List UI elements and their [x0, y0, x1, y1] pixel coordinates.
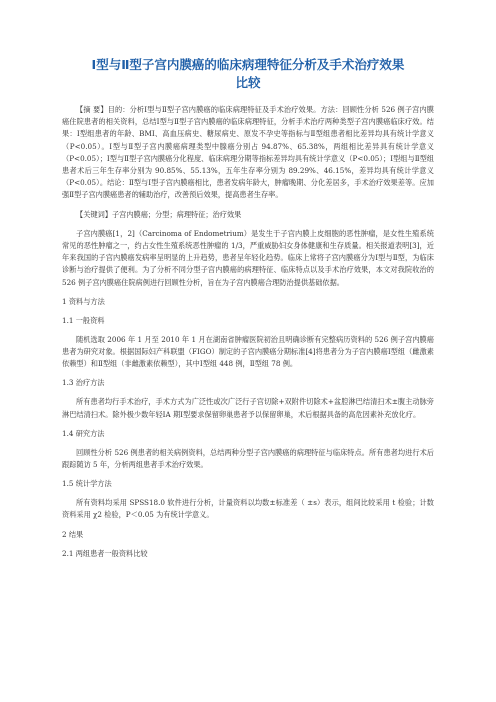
subsection-heading-treatment: 1.3 治疗方法	[62, 378, 105, 388]
subsection-heading-research-method: 1.4 研究方法	[62, 428, 105, 438]
title-line-2: 比较	[235, 75, 261, 90]
abstract-paragraph: 【摘 要】目的：分析Ⅰ型与Ⅱ型子宫内膜癌的临床病理特征及手术治疗效果。方法：回顾性分析 526 例子宫内膜癌住院患者的相关资料，总结Ⅰ型与Ⅱ型子宫内膜癌的临床病理特征，分析手术治疗两种类型子宫内膜癌临床疗效。结果：Ⅰ型组患者的年龄、BMI、高血压病史、糖尿病史、原发不孕史等指标与Ⅱ型组患者相比差异均具有统计学意义（P<0.05）。Ⅰ型与Ⅱ型子宫内膜癌病理类型中腺癌分别占 94.87%、65.38%，两组相比差异具有统计学意义（P<0.05）；Ⅰ型与Ⅱ型子宫内膜癌分化程度、临床病理分期等指标差异均具有统计学意义（P<0.05）；Ⅰ型组与Ⅱ型组患者术后三年生存率分别为 90.85%、55.13%，五年生存率分别为 89.29%、46.15%，差异均具有统计学意义（P<0.05）。结论：Ⅱ型与Ⅰ型子宫内膜癌相比，患者发病年龄大，肿瘤晚期、分化差居多，手术治疗效果差等。应加强Ⅱ型子宫内膜癌患者的辅助治疗，改善预后效果，提高患者生存率。	[62, 105, 434, 200]
subsection-heading-general-data: 1.1 一般资料	[62, 315, 105, 325]
section-heading-materials-methods: 1 资料与方法	[62, 296, 105, 306]
keywords-paragraph: 【关键词】子宫内膜癌；分型；病理特征；治疗效果	[76, 209, 242, 219]
title-line-1: Ⅰ型与Ⅱ型子宫内膜癌的临床病理特征分析及手术治疗效果	[91, 57, 405, 72]
subsection-heading-general-comparison: 2.1 两组患者一般资料比较	[62, 548, 148, 558]
paper-title	[62, 56, 434, 92]
subsection-heading-statistics: 1.5 统计学方法	[62, 479, 112, 489]
statistics-paragraph: 所有资料均采用 SPSS18.0 软件进行分析，计量资料以均数±标准差（ ±s）表示，组间比较采用 t 检验；计数资料采用 χ2 检验，P＜0.05 为有统计学意义。	[62, 498, 434, 520]
intro-paragraph: 子宫内膜癌[1，2]（Carcinoma of Endometrium）是发生于子宫内膜上皮细胞的恶性肿瘤，是女性生殖系统常见的恶性肿瘤之一，约占女性生殖系统恶性肿瘤的 1/3，严重威胁妇女身体健康和生存质量。相关报道表明[3]，近年来我国的子宫内膜癌发病率呈明显的上升趋势，患者呈年轻化趋势。临床上常将子宫内膜癌分为Ⅰ型与Ⅱ型，为临床诊断与治疗提供了便利。为了分析不同分型子宫内膜癌的病理特征、临床特点以及手术治疗效果，本文对我院收治的 526 例子宫内膜癌住院病例进行回顾性分析，旨在为子宫内膜癌合理防治提供基础依据。	[62, 228, 434, 287]
general-data-paragraph: 随机选取 2006 年 1 月至 2010 年 1 月在湖南省肿瘤医院初治且明确诊断有完整病历资料的 526 例子宫内膜癌患者为研究对象。根据国际妇产科联盟（FIGO）制定的子宫内膜癌分期标准[4]将患者分为子宫内膜癌Ⅰ型组（雌激素依赖型）和Ⅱ型组（非雌激素依赖型），其中Ⅰ型组 448 例，Ⅱ型组 78 例。	[62, 334, 434, 369]
research-method-paragraph: 回顾性分析 526 例患者的相关病例资料，总结两种分型子宫内膜癌的病理特征与临床特点。所有患者均进行术后跟踪随访 5 年，分析两组患者手术治疗效果。	[62, 447, 434, 470]
section-heading-results: 2 结果	[62, 529, 84, 539]
treatment-paragraph: 所有患者均行手术治疗，手术方式为广泛性或次广泛行子宫切除+双附件切除术+盆腔淋巴结清扫术±腹主动脉旁淋巴结清扫术。除外极少数年轻ⅠA 期Ⅰ型要求保留卵巢患者予以保留卵巢，术后根据具备的高危因素补充放化疗。	[62, 397, 434, 419]
